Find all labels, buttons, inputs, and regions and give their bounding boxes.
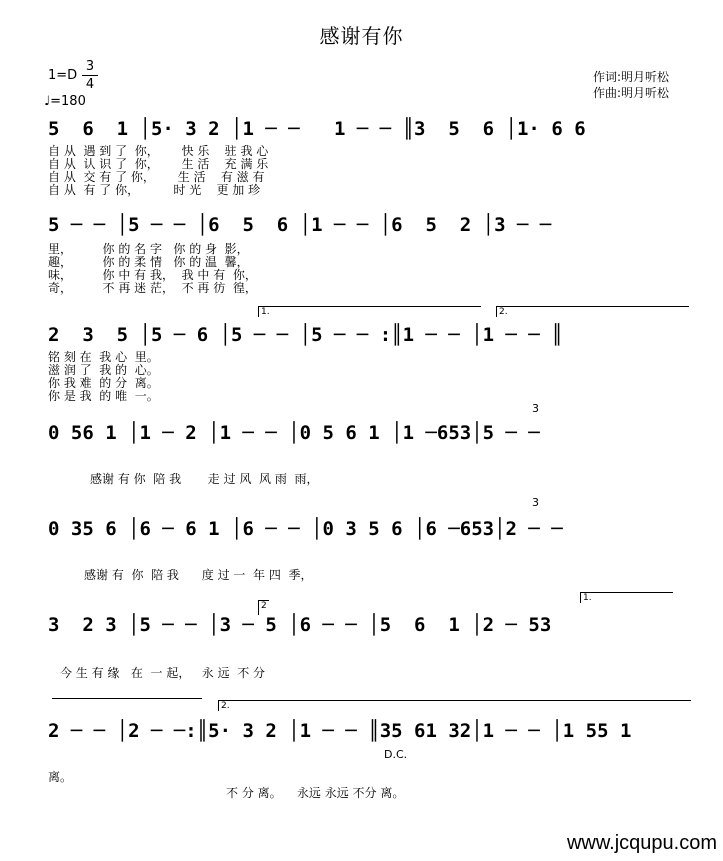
volta-second-ending: 2. (218, 700, 691, 711)
time-signature (82, 58, 98, 93)
triplet-marking: 3 (532, 496, 539, 509)
lyric-line: 自 从 遇 到 了 你， 快 乐 驻 我 心 (48, 144, 269, 158)
time-sig-bottom: 4 (85, 77, 95, 92)
composer-credit: 作曲:明月听松 (593, 86, 670, 100)
notation-row-1: 5 6 1 │5· 3 2 │1 ─ ─ 1 ─ ─ ║3 5 6 │1· 6 6 (48, 118, 586, 140)
volta-first-ending: 1. (258, 306, 481, 317)
lyric-line: 自 从 认 识 了 你， 生 活 充 满 乐 (48, 157, 269, 171)
lyric-line: 感谢 有 你 陪 我 度 过 一 年 四 季， (84, 568, 313, 582)
site-watermark: www.jcqupu.com (566, 832, 717, 854)
lyric-line: 自 从 交 有 了 你， 生 活 有 滋 有 (48, 170, 265, 184)
time-sig-top: 3 (85, 59, 95, 74)
lyric-line: 铭 刻 在 我 心 里。 (48, 350, 159, 364)
volta-continuation-line (52, 698, 202, 699)
key-signature: 1=D (48, 68, 78, 83)
song-title: 感谢有你 (319, 24, 404, 48)
lyric-line: 你 我 难 的 分 离。 (48, 376, 159, 390)
lyric-line: 感谢 有 你 陪 我 走 过 风 风 雨 雨， (90, 472, 319, 486)
lyric-line: 滋 润 了 我 的 心。 (48, 363, 159, 377)
lyric-line: 奇， 不 再 迷 茫， 不 再 彷 徨， (48, 281, 257, 295)
lyric-line: 味， 你 中 有 我， 我 中 有 你， (48, 268, 257, 282)
tempo-marking: ♩=180 (44, 94, 86, 109)
lyric-line: 今 生 有 缘 在 一 起， 永 远 不 分 (60, 666, 266, 680)
da-capo-marking: D.C. (384, 748, 408, 761)
lyric-line: 自 从 有 了 你， 时 光 更 加 珍 (48, 183, 261, 197)
lyric-line: 趣， 你 的 柔 情 你 的 温 馨， (48, 255, 249, 269)
lyric-line: 不 分 离。 永远 永远 不分 离。 (226, 786, 405, 800)
lyric-line: 里， 你 的 名 字 你 的 身 影， (48, 242, 249, 256)
volta-first-ending: 1. (580, 592, 673, 603)
volta-second-ending: 2. (496, 306, 689, 317)
lyric-line: 你 是 我 的 唯 一。 (48, 389, 159, 403)
notation-row-7: 2 ─ ─ │2 ─ ─:║5· 3 2 │1 ─ ─ ║35 61 32│1 ─ ─ │1 55 1 (48, 720, 632, 742)
notation-row-6: 3 2 3 │5 ─ ─ │3 ─ 5 │6 ─ ─ │5 6 1 │2 ─ 53 (48, 614, 552, 636)
notation-row-3: 2 3 5 │5 ─ 6 │5 ─ ─ │5 ─ ─ :║1 ─ ─ │1 ─ ─ ║ (48, 324, 563, 346)
notation-row-2: 5 ─ ─ │5 ─ ─ │6 5 6 │1 ─ ─ │6 5 2 │3 ─ ─ (48, 214, 552, 236)
triplet-marking: 3 (532, 402, 539, 415)
lyric-line: 离。 (48, 770, 73, 784)
notation-row-4: 0 56 1 │1 ─ 2 │1 ─ ─ │0 5 6 1 │1 ─653│5 ─ ─ (48, 422, 540, 444)
lyricist-credit: 作词:明月听松 (593, 70, 670, 84)
volta-marker: 2 (258, 600, 269, 615)
notation-row-5: 0 35 6 │6 ─ 6 1 │6 ─ ─ │0 3 5 6 │6 ─653│2 ─ ─ (48, 518, 563, 540)
